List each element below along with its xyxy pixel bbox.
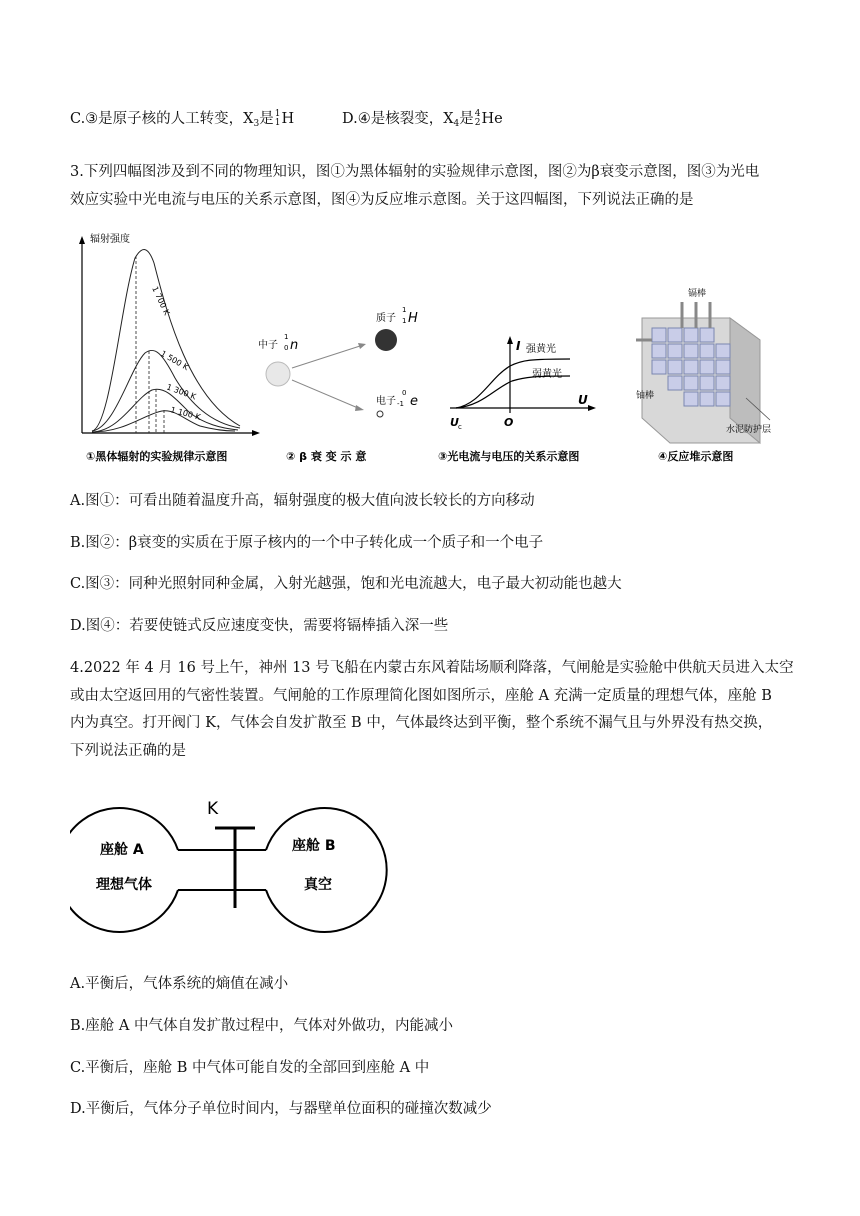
svg-text:e: e [410, 394, 418, 409]
q3-figures [70, 228, 790, 468]
svg-text:-1: -1 [397, 400, 404, 408]
nuclide-he: 4 2 [474, 109, 481, 128]
nuclide-h: 1 1 [274, 109, 281, 128]
q3-stem-line1: 3.下列四幅图涉及到不同的物理知识，图①为黑体辐射的实验规律示意图，图②为β衰变示意图，图③为光电 [70, 164, 760, 180]
vacuum-label: 真空 [304, 877, 332, 893]
svg-text:1: 1 [402, 317, 407, 325]
airlock-diagram [70, 790, 390, 940]
svg-text:I: I [516, 339, 521, 353]
svg-text:0: 0 [284, 344, 289, 352]
q4-stem-line4: 下列说法正确的是 [70, 743, 186, 759]
svg-text:1: 1 [402, 306, 407, 314]
q2-option-d: D.④是核裂变，$X_4$是 4 2 He [342, 109, 503, 129]
caption-photoelectric: ③光电流与电压的关系示意图 [438, 450, 580, 463]
q4-option-d: D.平衡后，气体分子单位时间内，与器壁单位面积的碰撞次数减少 [70, 1101, 492, 1117]
ideal-gas-label: 理想气体 [96, 877, 152, 893]
caption-reactor: ④反应堆示意图 [658, 450, 734, 463]
proton-label: 质子 [376, 313, 396, 324]
svg-text:0: 0 [402, 389, 407, 397]
q3-stem-line2: 效应实验中光电流与电压的关系示意图，图④为反应堆示意图。关于这四幅图，下列说法正确的是 [70, 192, 694, 208]
q4-stem-line3: 内为真空。打开阀门 K，气体会自发扩散至 B 中，气体最终达到平衡，整个系统不漏气且与外界没有热交换， [70, 715, 773, 731]
q4-option-b: B.座舱 A 中气体自发扩散过程中，气体对外做功，内能减小 [70, 1018, 453, 1034]
temp-1300: 1 300 K [165, 382, 198, 402]
q4-option-a: A.平衡后，气体系统的熵值在减小 [70, 976, 289, 992]
q4-stem-line1: 4.2022 年 4 月 16 号上午，神州 13 号飞船在内蒙古东风着陆场顺利降落，气闸舱是实验舱中供航天员进入太空 [70, 660, 794, 676]
figure-photoelectric [438, 336, 596, 463]
svg-text:1: 1 [284, 333, 289, 341]
q4-option-c: C.平衡后，座舱 B 中气体可能自发的全部回到座舱 A 中 [70, 1060, 430, 1076]
q3-option-c: C.图③：同种光照射同种金属，入射光越强，饱和光电流越大，电子最大初动能也越大 [70, 576, 622, 592]
temp-1100: 1 100 K [169, 405, 202, 422]
figure-reactor [636, 287, 771, 463]
strong-light-label: 强黄光 [526, 344, 556, 355]
svg-text:H: H [408, 311, 418, 326]
temp-1500: 1 500 K [159, 348, 191, 373]
q4-stem-line2: 或由太空返回用的气密性装置。气闸舱的工作原理简化图如图所示，座舱 A 充满一定质量的理想气体，座舱 B [70, 688, 772, 704]
valve-k-label: K [207, 799, 219, 819]
weak-light-label: 弱黄光 [532, 369, 562, 380]
caption-blackbody: ①黑体辐射的实验规律示意图 [86, 450, 228, 463]
q2-option-c: C.③是原子核的人工转变，$X_3$是 1 1 H [70, 109, 295, 129]
neutron-label: 中子 [258, 340, 278, 351]
temp-1700: 1 700 K [150, 285, 172, 317]
caption-beta: ② β 衰 变 示 意 [286, 450, 367, 463]
svg-text:n: n [290, 338, 299, 353]
cabin-b-label: 座舱 B [292, 838, 336, 854]
cement-wall-label: 水泥防护层 [726, 425, 772, 435]
cadmium-rod-label: 镉棒 [688, 289, 707, 299]
figure-beta-decay [258, 306, 418, 463]
q3-option-d: D.图④：若要使链式反应速度变快，需要将镉棒插入深一些 [70, 618, 449, 634]
blackbody-ylabel: 辐射强度 [90, 234, 130, 245]
q3-option-b: B.图②：β衰变的实质在于原子核内的一个中子转化成一个质子和一个电子 [70, 535, 544, 551]
svg-text:c: c [458, 423, 462, 431]
q3-option-a: A.图①：可看出随着温度升高，辐射强度的极大值向波长较长的方向移动 [70, 493, 535, 509]
electron-label: 电子 [376, 396, 396, 407]
figure-blackbody [79, 232, 260, 463]
cabin-a-label: 座舱 A [100, 842, 144, 858]
svg-text:U: U [578, 393, 588, 407]
svg-text:O: O [504, 416, 514, 429]
svg-text:U: U [450, 416, 459, 429]
uranium-rod-label: 铀棒 [636, 391, 655, 401]
